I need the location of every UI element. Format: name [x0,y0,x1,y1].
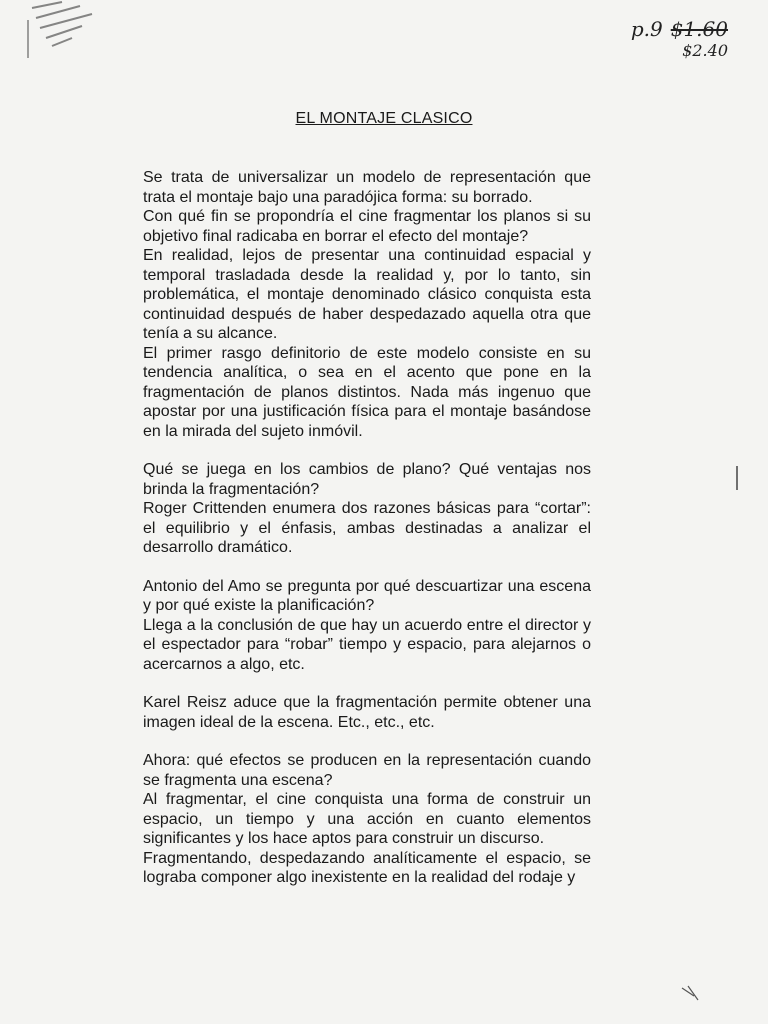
paragraph-6: Roger Crittenden enumera dos razones básicas para “cortar”: el equilibrio y el énfasis, ambas destinadas a analizar el desarrollo dramático. [143,500,591,556]
document-body [143,168,591,888]
paragraph-7: Antonio del Amo se pregunta por qué descuartizar una escena y por qué existe la planificación? [143,577,591,614]
paragraph-2: Con qué fin se propondría el cine fragmentar los planos si su objetivo final radicaba en borrar el efecto del montaje? [143,208,591,245]
paragraph-9: Karel Reisz aduce que la fragmentación permite obtener una imagen ideal de la escena. Etc., etc., etc. [143,694,591,731]
document-title: EL MONTAJE CLASICO [295,110,473,127]
paragraph-gap [143,732,591,751]
paragraph-gap [143,674,591,693]
paragraph-3: En realidad, lejos de presentar una continuidad espacial y temporal trasladada desde la realidad y, por lo tanto, sin problemática, el montaje denominado clásico conquista esta continuidad después de haber despedazado aquella otra que tenía a su alcance. [143,247,591,342]
page-ref: p.9 [630,17,663,41]
paragraph-5: Qué se juega en los cambios de plano? Qué ventajas nos brinda la fragmentación? [143,461,591,498]
paragraph-4: El primer rasgo definitorio de este modelo consiste en su tendencia analítica, o sea en el acento que pone en la fragmentación de planos distintos. Nada más ingenuo que apostar por una justificación física para el montaje basándose en la mirada del sujeto inmóvil. [143,344,591,440]
paragraph-8: Llega a la conclusión de que hay un acuerdo entre el director y el espectador para “robar” tiempo y espacio, para alejarnos o acercarnos a algo, etc. [143,616,591,673]
paragraph-gap [143,558,591,577]
paragraph-1: Se trata de universalizar un modelo de representación que trata el montaje bajo una paradójica forma: su borrado. [143,169,591,206]
paragraph-12: Fragmentando, despedazando analíticamente el espacio, se lograba componer algo inexistente en la realidad del rodaje y [143,849,591,886]
handwritten-price-note [631,18,728,62]
paragraph-10: Ahora: qué efectos se producen en la representación cuando se fragmenta una escena? [143,752,591,789]
paragraph-11: Al fragmentar, el cine conquista una forma de construir un espacio, un tiempo y una acción en cuanto elementos significantes y los hace aptos para construir un discurso. [143,791,591,847]
scan-artifact-mark [680,984,702,1002]
scan-artifact-tick [734,466,740,490]
paragraph-gap [143,441,591,460]
scan-corner-mark [22,0,112,60]
new-price: $2.40 [682,41,728,60]
old-price: $1.60 [670,17,728,41]
